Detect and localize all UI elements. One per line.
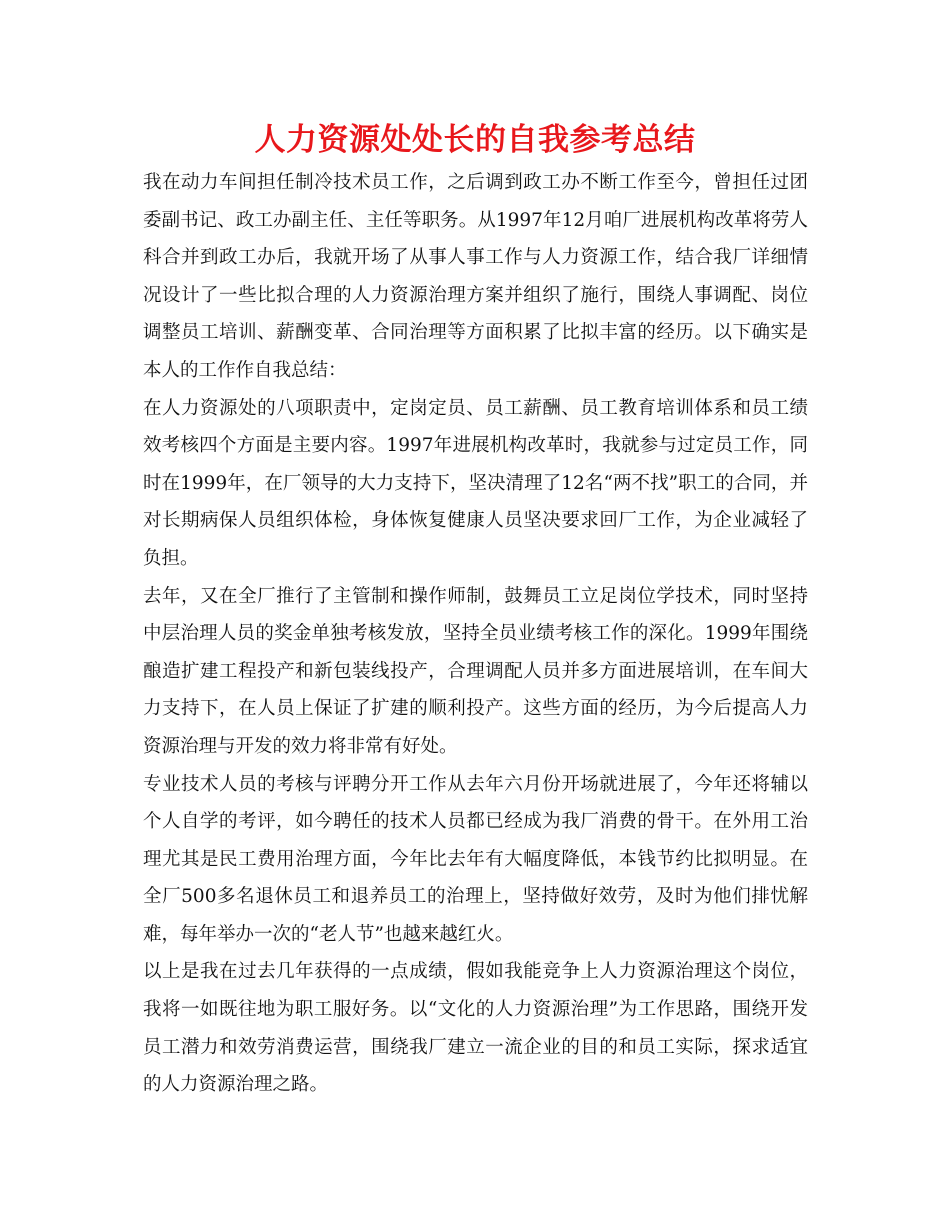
- paragraph-last-year: 去年，又在全厂推行了主管制和操作师制，鼓舞员工立足岗位学技术，同时坚持中层治理人员的奖金单独考核发放，坚持全员业绩考核工作的深化。1999年围绕酿造扩建工程投产和新包装线投产，合理调配人员并多方面进展培训，在车间大力支持下，在人员上保证了扩建的顺利投产。这些方面的经历，为今后提高人力资源治理与开发的效力将非常有好处。: [143, 585, 808, 757]
- document-body: [143, 164, 808, 1104]
- document-title: 人力资源处处长的自我参考总结: [254, 122, 696, 158]
- paragraph-technical-staff: 专业技术人员的考核与评聘分开工作从去年六月份开场就进展了，今年还将辅以个人自学的考评，如今聘任的技术人员都已经成为我厂消费的骨干。在外用工治理尤其是民工费用治理方面，今年比去年有大幅度降低，本钱节约比拟明显。在全厂500多名退休员工和退养员工的治理上，坚持做好效劳，及时为他们排忧解难，每年举办一次的“老人节”也越来越红火。: [143, 773, 808, 945]
- paragraph-duties: 在人力资源处的八项职责中，定岗定员、员工薪酬、员工教育培训体系和员工绩效考核四个方面是主要内容。1997年进展机构改革时，我就参与过定员工作，同时在1999年，在厂领导的大力支持下，坚决清理了12名“两不找”职工的合同，并对长期病保人员组织体检，身体恢复健康人员坚决要求回厂工作，为企业减轻了负担。: [143, 397, 808, 569]
- paragraph-intro: 我在动力车间担任制冷技术员工作，之后调到政工办不断工作至今，曾担任过团委副书记、政工办副主任、主任等职务。从1997年12月咱厂进展机构改革将劳人科合并到政工办后，我就开场了从事人事工作与人力资源工作，结合我厂详细情况设计了一些比拟合理的人力资源治理方案并组织了施行，围绕人事调配、岗位调整员工培训、薪酬变革、合同治理等方面积累了比拟丰富的经历。以下确实是本人的工作作自我总结：: [143, 172, 808, 381]
- paragraph-conclusion: 以上是我在过去几年获得的一点成绩，假如我能竞争上人力资源治理这个岗位，我将一如既往地为职工服好务。以“文化的人力资源治理”为工作思路，围绕开发员工潜力和效劳消费运营，围绕我厂建立一流企业的目的和员工实际，探求适宜的人力资源治理之路。: [143, 961, 808, 1096]
